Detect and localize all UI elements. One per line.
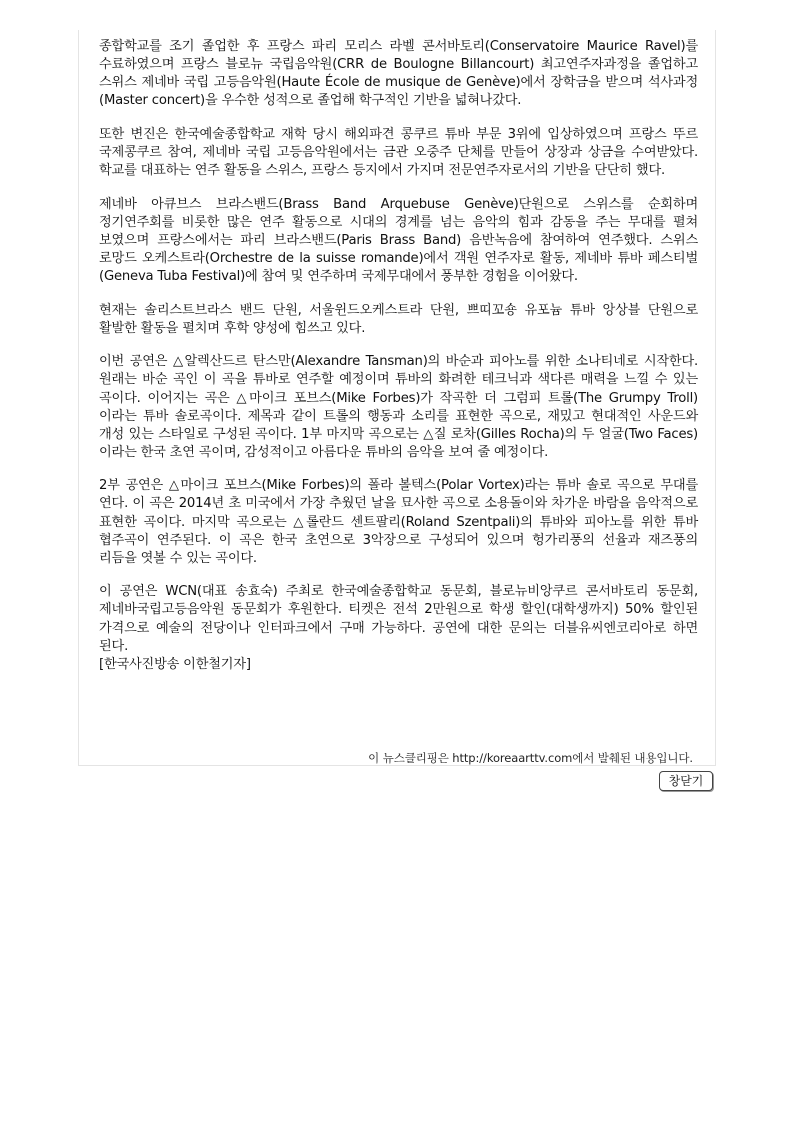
article-container	[78, 30, 716, 766]
article-paragraph: 제네바 아큐브스 브라스밴드(Brass Band Arquebuse Genève)단원으로 스위스를 순회하며 정기연주회를 비롯한 많은 연주 활동으로 시대의 경계를 넘는 음악의 힘과 감동을 주는 무대를 펼쳐 보였으며 프랑스에서는 파리 브라스밴드(Paris Brass Band) 음반녹음에 참여하여 연주했다. 스위스 로망드 오케스트라(Orchestre de la suisse romande)에서 객원 연주자로 활동, 제네바 튜바 페스티벌(Geneva Tuba Festival)에 참여 및 연주하며 국제무대에서 풍부한 경험을 이어왔다.	[99, 196, 698, 285]
article-paragraph: 종합학교를 조기 졸업한 후 프랑스 파리 모리스 라벨 콘서바토리(Conservatoire Maurice Ravel)를 수료하였으며 프랑스 블로뉴 국립음악원(CRR de Boulogne Billancourt) 최고연주자과정을 졸업하고 스위스 제네바 국립 고등음악원(Haute École de musique de Genève)에서 장학금을 받으며 석사과정(Master concert)을 우수한 성적으로 졸업해 학구적인 기반을 넓혀나갔다.	[99, 39, 698, 109]
article-paragraph: 현재는 솔리스트브라스 밴드 단원, 서울윈드오케스트라 단원, 쁘띠꼬숑 유포늄 튜바 앙상블 단원으로 활발한 활동을 펼치며 후학 양성에 힘쓰고 있다.	[99, 302, 698, 336]
close-window-button[interactable]: 창닫기	[659, 771, 713, 791]
article-paragraph: 이번 공연은 △알렉산드르 탄스만(Alexandre Tansman)의 바순과 피아노를 위한 소나티네로 시작한다. 원래는 바순 곡인 이 곡을 튜바로 연주할 예정이며 튜바의 화려한 테크닉과 색다른 매력을 느낄 수 있는 곡이다. 이어지는 곡은 △마이크 포브스(Mike Forbes)가 작곡한 더 그럼피 트롤(The Grumpy Troll)이라는 튜바 솔로곡이다. 제목과 같이 트롤의 행동과 소리를 표현한 곡으로, 재밌고 현대적인 사운드와 개성 있는 스타일로 구성된 곡이다. 1부 마지막 곡으로는 △질 로차(Gilles Rocha)의 두 얼굴(Two Faces)이라는 한국 초연 곡이며, 감성적이고 아름다운 튜바의 음악을 보여 줄 예정이다.	[99, 354, 698, 460]
article-paragraph-text: 이 공연은 WCN(대표 송효숙) 주최로 한국예술종합학교 동문회, 블로뉴비앙쿠르 콘서바토리 동문회, 제네바국립고등음악원 동문회가 후원한다. 티켓은 전석 2만원으로 학생 할인(대학생까지) 50% 할인된 가격으로 예술의 전당이나 인터파크에서 구매 가능하다. 공연에 대한 문의는 더블유씨엔코리아로 하면 된다.	[99, 584, 698, 654]
article-paragraph-final	[99, 583, 698, 673]
article-paragraph: 2부 공연은 △마이크 포브스(Mike Forbes)의 폴라 볼텍스(Polar Vortex)라는 튜바 솔로 곡으로 무대를 연다. 이 곡은 2014년 초 미국에서 가장 추웠던 날을 묘사한 곡으로 소용돌이와 차가운 바람을 음악적으로 표현한 곡이다. 마지막 곡으로는 △롤란드 센트팔리(Roland Szentpali)의 튜바와 피아노를 위한 튜바 협주곡이 연주된다. 이 곡은 한국 초연으로 3악장으로 구성되어 있으며 헝가리풍의 선율과 재즈풍의 리듬을 엿볼 수 있는 곡이다.	[99, 478, 698, 566]
source-note: 이 뉴스클리핑은 http://koreaarttv.com에서 발췌된 내용입니다.	[368, 751, 693, 765]
article-body	[99, 38, 698, 674]
article-byline: [한국사진방송 이한철기자]	[99, 656, 251, 672]
article-paragraph: 또한 변진은 한국예술종합학교 재학 당시 해외파견 콩쿠르 튜바 부문 3위에 입상하였으며 프랑스 뚜르 국제콩쿠르 참여, 제네바 국립 고등음악원에서는 금관 오중주 단체를 만들어 상장과 상금을 수여받았다. 학교를 대표하는 연주 활동을 스위스, 프랑스 등지에서 가지며 전문연주자로서의 기반을 단단히 했다.	[99, 126, 698, 179]
